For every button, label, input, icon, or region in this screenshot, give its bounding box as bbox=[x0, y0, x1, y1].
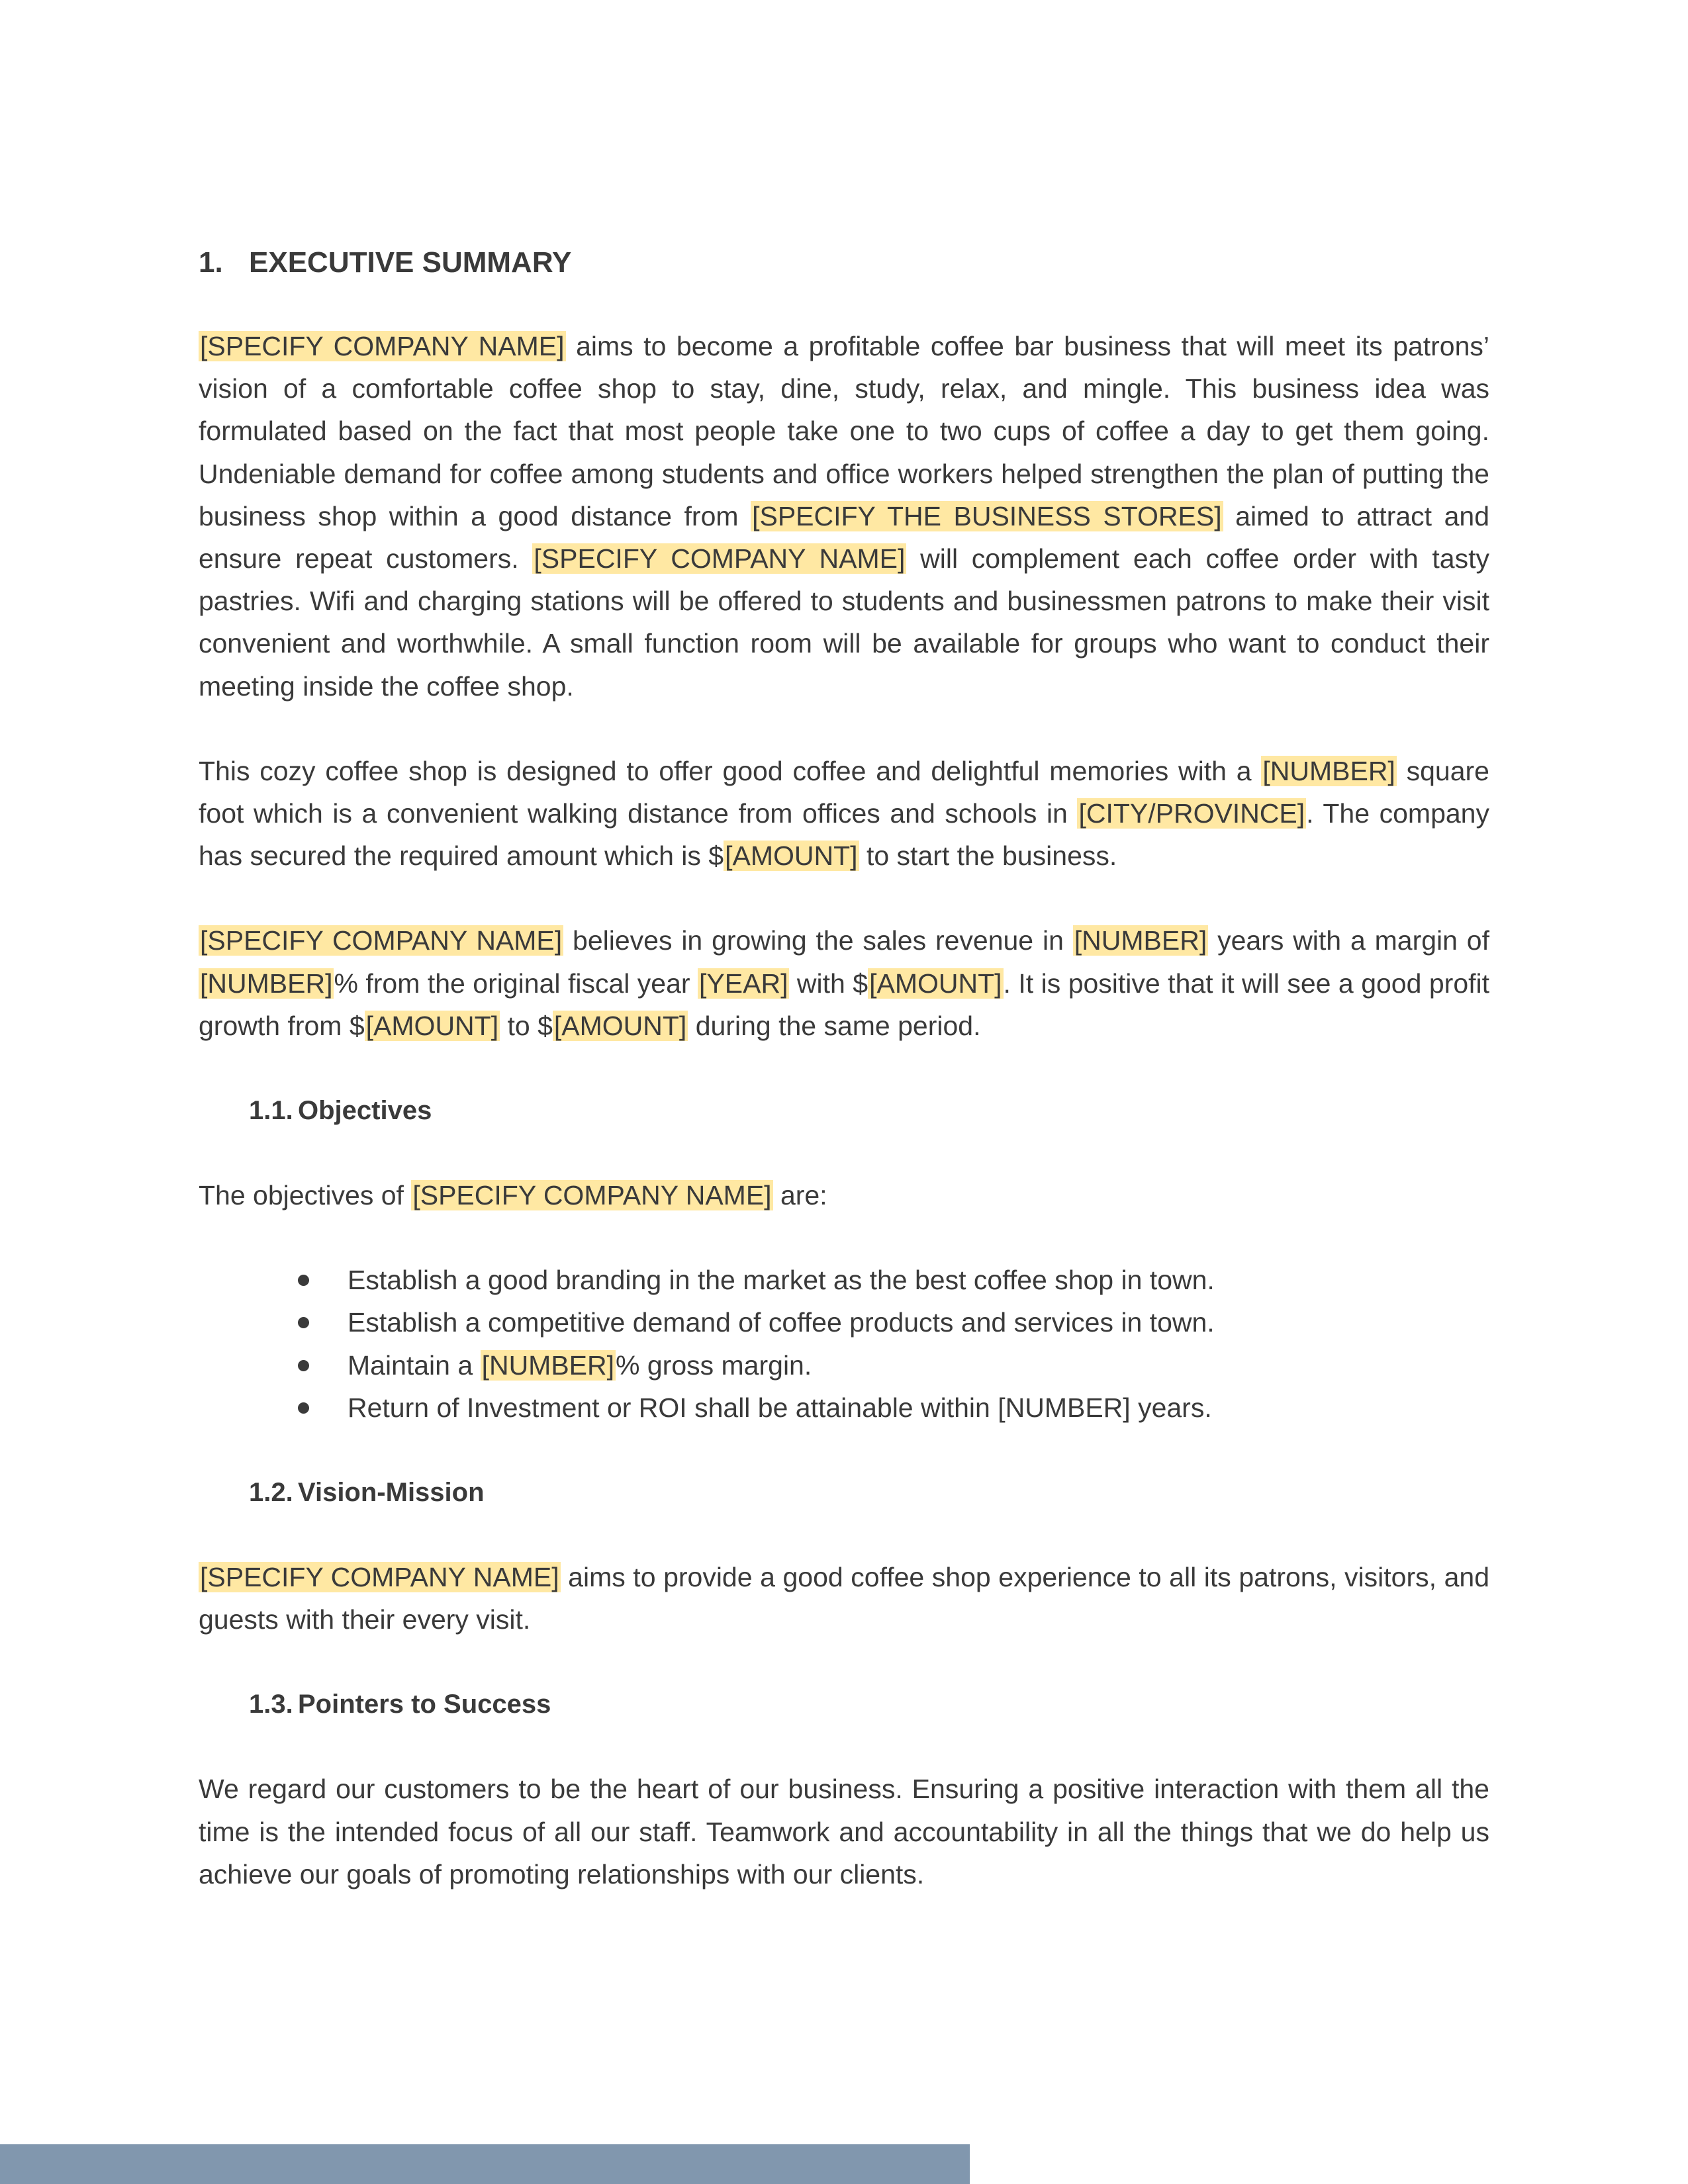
list-item-text: % gross margin. bbox=[616, 1349, 812, 1381]
list-item bbox=[348, 1259, 1489, 1301]
subheading-number: 1.3. bbox=[249, 1690, 293, 1719]
subheading-number: 1.1. bbox=[249, 1096, 293, 1126]
placeholder-amount: [AMOUNT] bbox=[725, 841, 858, 872]
subheading-title: Pointers to Success bbox=[298, 1690, 551, 1719]
placeholder-company-name: [SPECIFY COMPANY NAME] bbox=[200, 331, 565, 361]
document-content bbox=[199, 242, 1489, 1938]
section-heading-executive-summary bbox=[199, 242, 1489, 284]
list-item bbox=[348, 1387, 1489, 1429]
paragraph-text: aimed to attract and ensure repeat customers. bbox=[199, 500, 1489, 574]
placeholder-company-name: [SPECIFY COMPANY NAME] bbox=[200, 1562, 559, 1593]
paragraph-text: will complement each coffee order with tasty pastries. Wifi and charging stations will be offered to students and businessmen patrons to make their visit convenient and worthwhile. A small function room will be available for groups who want to conduct their meeting inside the coffee shop. bbox=[199, 543, 1489, 702]
section-title: EXECUTIVE SUMMARY bbox=[249, 246, 572, 279]
subheading-title: Vision-Mission bbox=[298, 1478, 485, 1508]
paragraph-text: years with a margin of bbox=[1208, 925, 1489, 956]
paragraph-text: to $ bbox=[500, 1010, 553, 1041]
placeholder-number: [NUMBER] bbox=[1074, 925, 1207, 956]
subheading-objectives bbox=[249, 1089, 1489, 1132]
bullet-icon bbox=[298, 1275, 309, 1286]
placeholder-company-name: [SPECIFY COMPANY NAME] bbox=[534, 543, 906, 574]
list-item-text: Establish a good branding in the market as the best coffee shop in town. bbox=[348, 1265, 1215, 1296]
subheading-title: Objectives bbox=[298, 1096, 432, 1126]
paragraph-text: during the same period. bbox=[688, 1010, 981, 1041]
paragraph-text: % from the original fiscal year bbox=[334, 968, 698, 999]
bullet-icon bbox=[298, 1402, 309, 1414]
section-number: 1. bbox=[199, 246, 223, 279]
paragraph-text: . The company has secured the required amount which is $ bbox=[199, 798, 1489, 872]
placeholder-year: [YEAR] bbox=[699, 968, 788, 999]
paragraph-text: square foot which is a convenient walking distance from offices and schools in bbox=[199, 755, 1489, 829]
placeholder-number: [NUMBER] bbox=[481, 1349, 615, 1381]
list-item bbox=[348, 1301, 1489, 1343]
paragraph-text: to start the business. bbox=[859, 841, 1117, 872]
paragraph-text: aims to provide a good coffee shop experience to all its patrons, visitors, and guests with their every visit. bbox=[199, 1562, 1489, 1635]
subheading-pointers-to-success bbox=[249, 1683, 1489, 1725]
paragraph-vision bbox=[199, 1556, 1489, 1641]
paragraph-objectives-intro bbox=[199, 1174, 1489, 1216]
placeholder-company-name: [SPECIFY COMPANY NAME] bbox=[200, 925, 563, 956]
paragraph-text: with $ bbox=[789, 968, 868, 999]
bullet-icon bbox=[298, 1360, 309, 1371]
placeholder-company-name: [SPECIFY COMPANY NAME] bbox=[412, 1180, 772, 1211]
placeholder-number: [NUMBER] bbox=[1262, 755, 1395, 786]
paragraph-intro bbox=[199, 325, 1489, 707]
paragraph-pointers: We regard our customers to be the heart of our business. Ensuring a positive interaction with them all the time is the intended focus of all our staff. Teamwork and accountability in all the things that we do help us achieve our goals of promoting relationships with our clients. bbox=[199, 1774, 1489, 1889]
placeholder-amount: [AMOUNT] bbox=[365, 1010, 499, 1041]
paragraph-text: . It is positive that it will see a good profit growth from $ bbox=[199, 968, 1490, 1041]
footer-bar bbox=[0, 2144, 970, 2184]
paragraph-text: The objectives of bbox=[199, 1180, 412, 1211]
bullet-icon bbox=[298, 1317, 309, 1328]
list-item bbox=[348, 1344, 1489, 1387]
paragraph-text: believes in growing the sales revenue in bbox=[563, 925, 1073, 956]
placeholder-amount: [AMOUNT] bbox=[553, 1010, 687, 1041]
subheading-vision-mission bbox=[249, 1471, 1489, 1514]
list-item-text: Maintain a bbox=[348, 1349, 481, 1381]
subheading-number: 1.2. bbox=[249, 1478, 293, 1508]
list-item-text: Establish a competitive demand of coffee products and services in town. bbox=[348, 1307, 1215, 1338]
placeholder-amount: [AMOUNT] bbox=[869, 968, 1002, 999]
placeholder-business-stores: [SPECIFY THE BUSINESS STORES] bbox=[752, 500, 1222, 531]
paragraph-text: This cozy coffee shop is designed to offer good coffee and delightful memories with a bbox=[199, 755, 1262, 786]
list-item-text: Return of Investment or ROI shall be attainable within [NUMBER] years. bbox=[348, 1392, 1212, 1423]
paragraph-growth bbox=[199, 919, 1489, 1047]
paragraph-text: are: bbox=[773, 1180, 827, 1211]
objectives-list bbox=[199, 1259, 1489, 1429]
paragraph-text: aims to become a profitable coffee bar business that will meet its patrons’ vision of a comfortable coffee shop to stay, dine, study, relax, and mingle. This business idea was formulated based on the fact that most people take one to two cups of coffee a day to get them going. Undeniable demand for coffee among students and office workers helped strengthen the plan of putting the business shop within a good distance from bbox=[199, 331, 1489, 531]
placeholder-city-province: [CITY/PROVINCE] bbox=[1078, 798, 1305, 829]
paragraph-location bbox=[199, 750, 1489, 878]
placeholder-number: [NUMBER] bbox=[200, 968, 333, 999]
